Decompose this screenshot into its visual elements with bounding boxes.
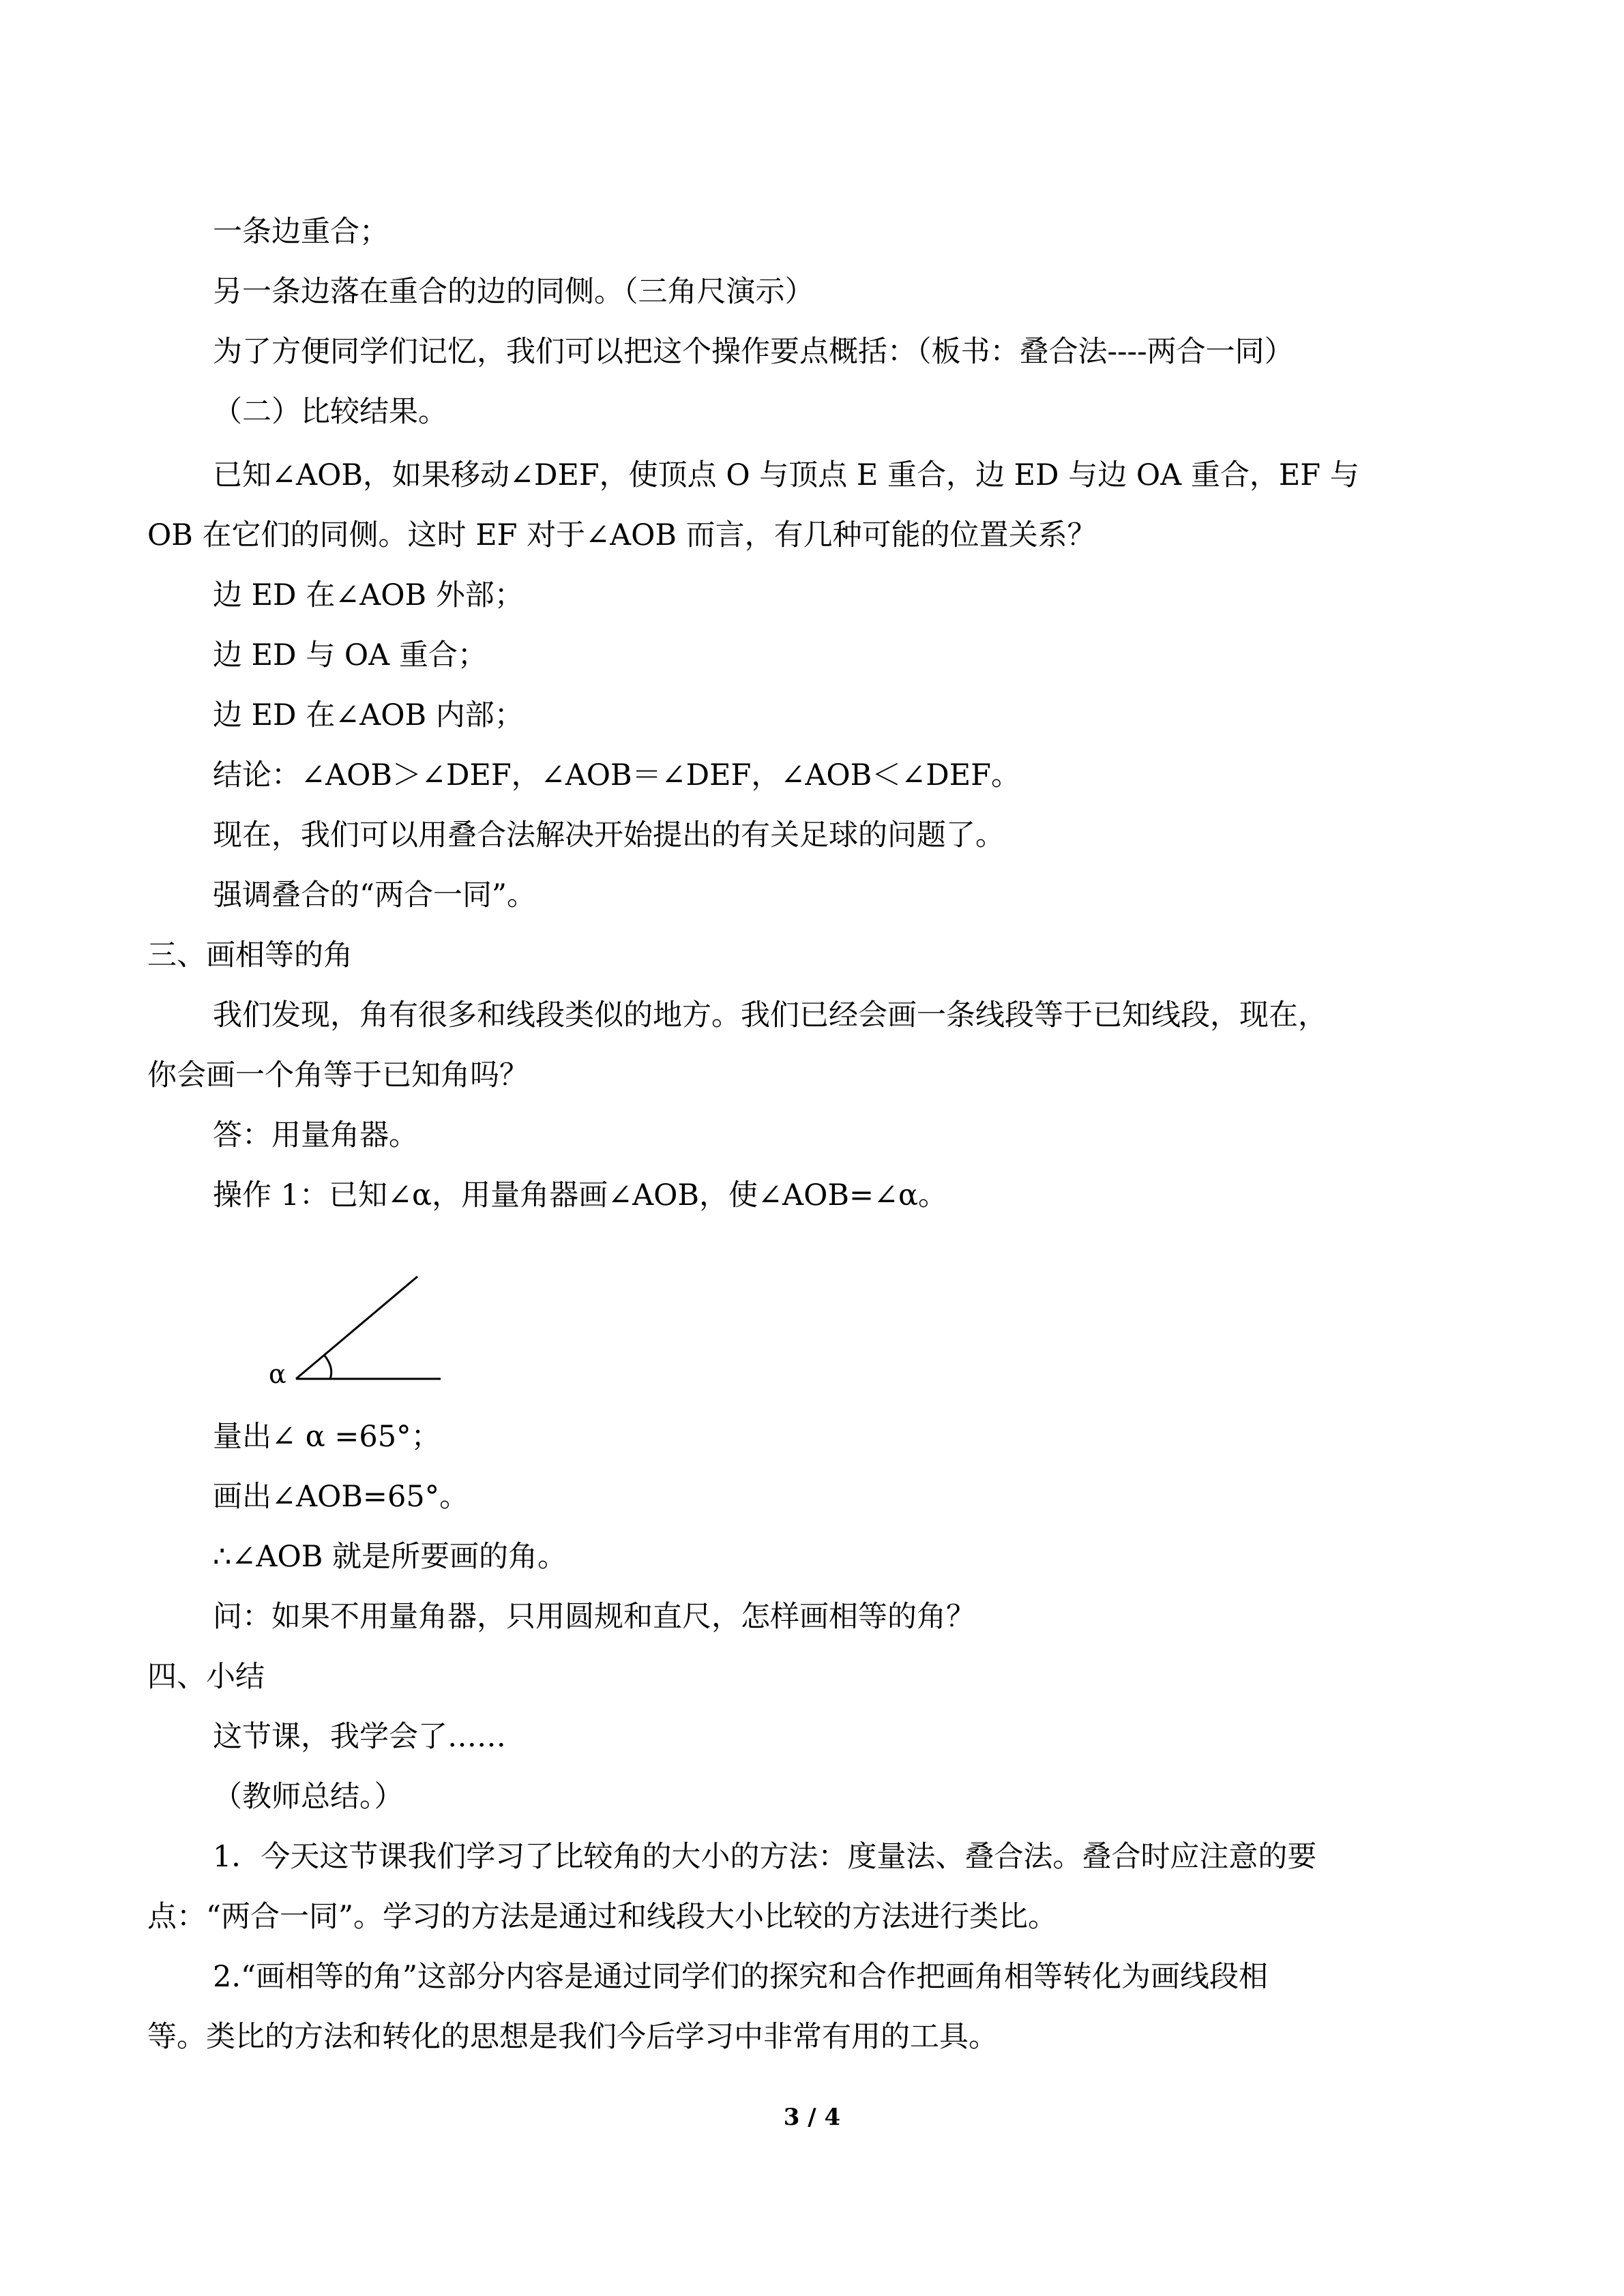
text-line: 一条边重合； xyxy=(213,215,389,249)
page-number: 3 / 4 xyxy=(783,2104,841,2131)
text-line: 边 ED 在∠AOB 内部； xyxy=(213,698,524,732)
text-line: 边 ED 与 OA 重合； xyxy=(213,638,487,672)
text-line: 你会画一个角等于已知角吗？ xyxy=(147,1058,529,1092)
text-line: （教师总结。） xyxy=(213,1780,404,1814)
angle-alpha-diagram xyxy=(259,1268,464,1391)
text-line: 答：用量角器。 xyxy=(213,1118,418,1152)
text-line: ∴∠AOB 就是所要画的角。 xyxy=(213,1540,567,1574)
text-line: 另一条边落在重合的边的同侧。（三角尺演示） xyxy=(213,275,814,309)
section-heading: 四、小结 xyxy=(147,1660,265,1694)
text-line: 画出∠AOB=65°。 xyxy=(213,1480,469,1514)
angle-label: α xyxy=(269,1359,286,1389)
text-line: 现在，我们可以用叠合法解决开始提出的有关足球的问题了。 xyxy=(213,818,1005,852)
angle-arc xyxy=(325,1356,331,1379)
text-line: 已知∠AOB，如果移动∠DEF，使顶点 O 与顶点 E 重合，边 ED 与边 OA 重合，EF 与 xyxy=(213,458,1359,492)
text-line: 我们发现，角有很多和线段类似的地方。我们已经会画一条线段等于已知线段，现在， xyxy=(213,998,1327,1032)
angle-upper-ray xyxy=(296,1277,417,1379)
text-line: 边 ED 在∠AOB 外部； xyxy=(213,578,524,612)
text-line: OB 在它们的同侧。这时 EF 对于∠AOB 而言，有几种可能的位置关系？ xyxy=(147,518,1097,552)
text-line: 点：“两合一同”。学习的方法是通过和线段大小比较的方法进行类比。 xyxy=(147,1900,1057,1934)
conclusion-line: 结论：∠AOB＞∠DEF，∠AOB＝∠DEF，∠AOB＜∠DEF。 xyxy=(213,758,1020,792)
text-line: 这节课，我学会了…… xyxy=(213,1720,506,1754)
text-line: 问：如果不用量角器，只用圆规和直尺，怎样画相等的角？ xyxy=(213,1600,975,1634)
text-line: 强调叠合的“两合一同”。 xyxy=(213,878,536,912)
text-line: 量出∠ α =65°； xyxy=(213,1420,441,1454)
text-line: 为了方便同学们记忆，我们可以把这个操作要点概括：（板书：叠合法----两合一同） xyxy=(213,335,1294,369)
text-line: 等。类比的方法和转化的思想是我们今后学习中非常有用的工具。 xyxy=(147,2020,998,2054)
section-heading: （二）比较结果。 xyxy=(213,395,447,429)
text-line: 2.“画相等的角”这部分内容是通过同学们的探究和合作把画角相等转化为画线段相 xyxy=(213,1960,1268,1994)
text-line: 操作 1：已知∠α，用量角器画∠AOB，使∠AOB=∠α。 xyxy=(213,1178,948,1212)
section-heading: 三、画相等的角 xyxy=(147,938,353,972)
text-line: 1．今天这节课我们学习了比较角的大小的方法：度量法、叠合法。叠合时应注意的要 xyxy=(213,1840,1317,1874)
